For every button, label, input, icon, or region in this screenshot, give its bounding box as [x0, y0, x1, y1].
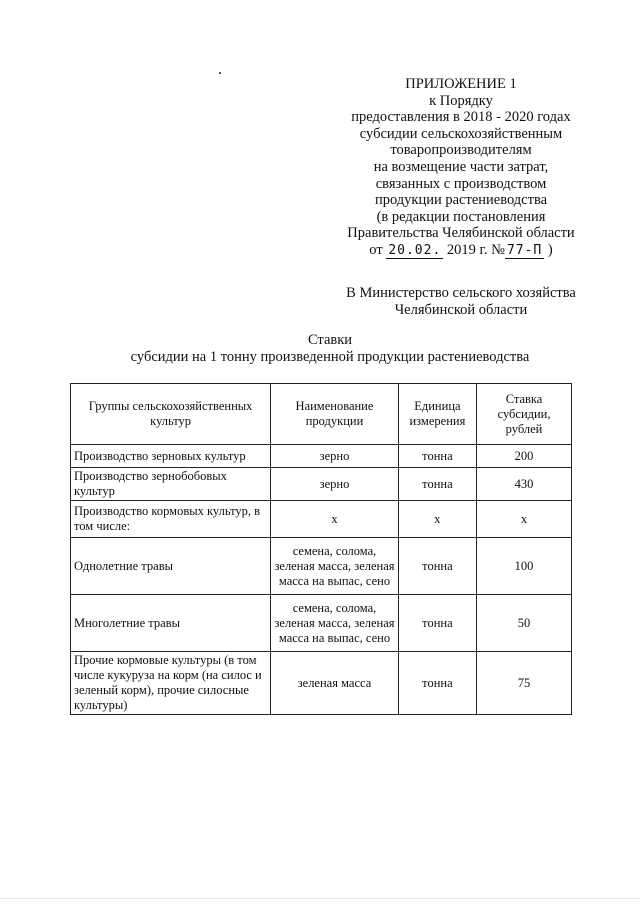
- table-row: [71, 468, 572, 501]
- subsidy-rates-table: [70, 383, 572, 715]
- appendix-line: продукции растениеводства: [374, 192, 548, 209]
- cell-product: семена, солома, зеленая масса, зеленая масса на выпас, сено: [271, 595, 399, 652]
- cell-unit: х: [398, 501, 476, 538]
- scan-speck: [219, 72, 221, 74]
- appendix-line: субсидии сельскохозяйственным: [359, 125, 563, 142]
- cell-rate: х: [477, 501, 572, 538]
- cell-product: зеленая масса: [271, 652, 399, 715]
- table-row: [71, 538, 572, 595]
- cell-product: х: [271, 501, 399, 538]
- cell-group: Производство зерновых культур: [71, 445, 271, 468]
- resolution-date: 20.02.: [388, 242, 442, 258]
- date-prefix: от: [369, 241, 387, 258]
- appendix-line: (в редакции постановления: [376, 208, 546, 225]
- appendix-line: предоставления в 2018 - 2020 годах: [351, 109, 571, 126]
- document-title: [60, 332, 600, 366]
- cell-unit: тонна: [398, 445, 476, 468]
- cell-product: зерно: [271, 468, 399, 501]
- title-line-2: субсидии на 1 тонну произведенной продукции растениеводства: [130, 349, 530, 365]
- header-unit: Единица измерения: [398, 384, 476, 445]
- scan-edge-line: [0, 898, 640, 899]
- cell-rate: 75: [477, 652, 572, 715]
- table-row: [71, 652, 572, 715]
- cell-rate: 100: [477, 538, 572, 595]
- appendix-line: связанных с производством: [375, 175, 547, 192]
- cell-rate: 200: [477, 445, 572, 468]
- resolution-number: 77-П: [506, 242, 543, 258]
- cell-group: Производство зернобобовых культур: [71, 468, 271, 501]
- cell-product: семена, солома, зеленая масса, зеленая масса на выпас, сено: [271, 538, 399, 595]
- cell-product: зерно: [271, 445, 399, 468]
- addressee-block: [330, 285, 592, 319]
- appendix-line: ПРИЛОЖЕНИЕ 1: [405, 76, 517, 92]
- cell-group: Однолетние травы: [71, 538, 271, 595]
- header-crop-group: Группы сельскохозяйственных культур: [71, 384, 271, 445]
- cell-group: Прочие кормовые культуры (в том числе кукуруза на корм (на силос и зеленый корм), прочие силосные культуры): [71, 652, 271, 715]
- header-product: Наименование продукции: [271, 384, 399, 445]
- appendix-header: [330, 76, 592, 260]
- appendix-line: к Порядку: [429, 92, 493, 109]
- title-line-1: Ставки: [307, 332, 353, 348]
- table-row: [71, 595, 572, 652]
- cell-rate: 50: [477, 595, 572, 652]
- table-row: [71, 445, 572, 468]
- addressee-line-2: Челябинской области: [394, 302, 528, 318]
- cell-rate: 430: [477, 468, 572, 501]
- addressee-line-1: В Министерство сельского хозяйства: [346, 285, 576, 301]
- cell-group: Многолетние травы: [71, 595, 271, 652]
- date-middle: 2019 г. №: [443, 241, 505, 258]
- appendix-line: товаропроизводителям: [390, 142, 532, 159]
- cell-unit: тонна: [398, 468, 476, 501]
- header-rate: Ставка субсидии, рублей: [477, 384, 572, 445]
- appendix-line: Правительства Челябинской области: [347, 225, 575, 242]
- cell-unit: тонна: [398, 595, 476, 652]
- table-header-row: [71, 384, 572, 445]
- appendix-line: на возмещение части затрат,: [373, 158, 549, 175]
- date-suffix: ): [544, 241, 553, 258]
- cell-unit: тонна: [398, 538, 476, 595]
- cell-unit: тонна: [398, 652, 476, 715]
- table-row: [71, 501, 572, 538]
- resolution-date-line: [330, 242, 592, 260]
- cell-group: Производство кормовых культур, в том числе:: [71, 501, 271, 538]
